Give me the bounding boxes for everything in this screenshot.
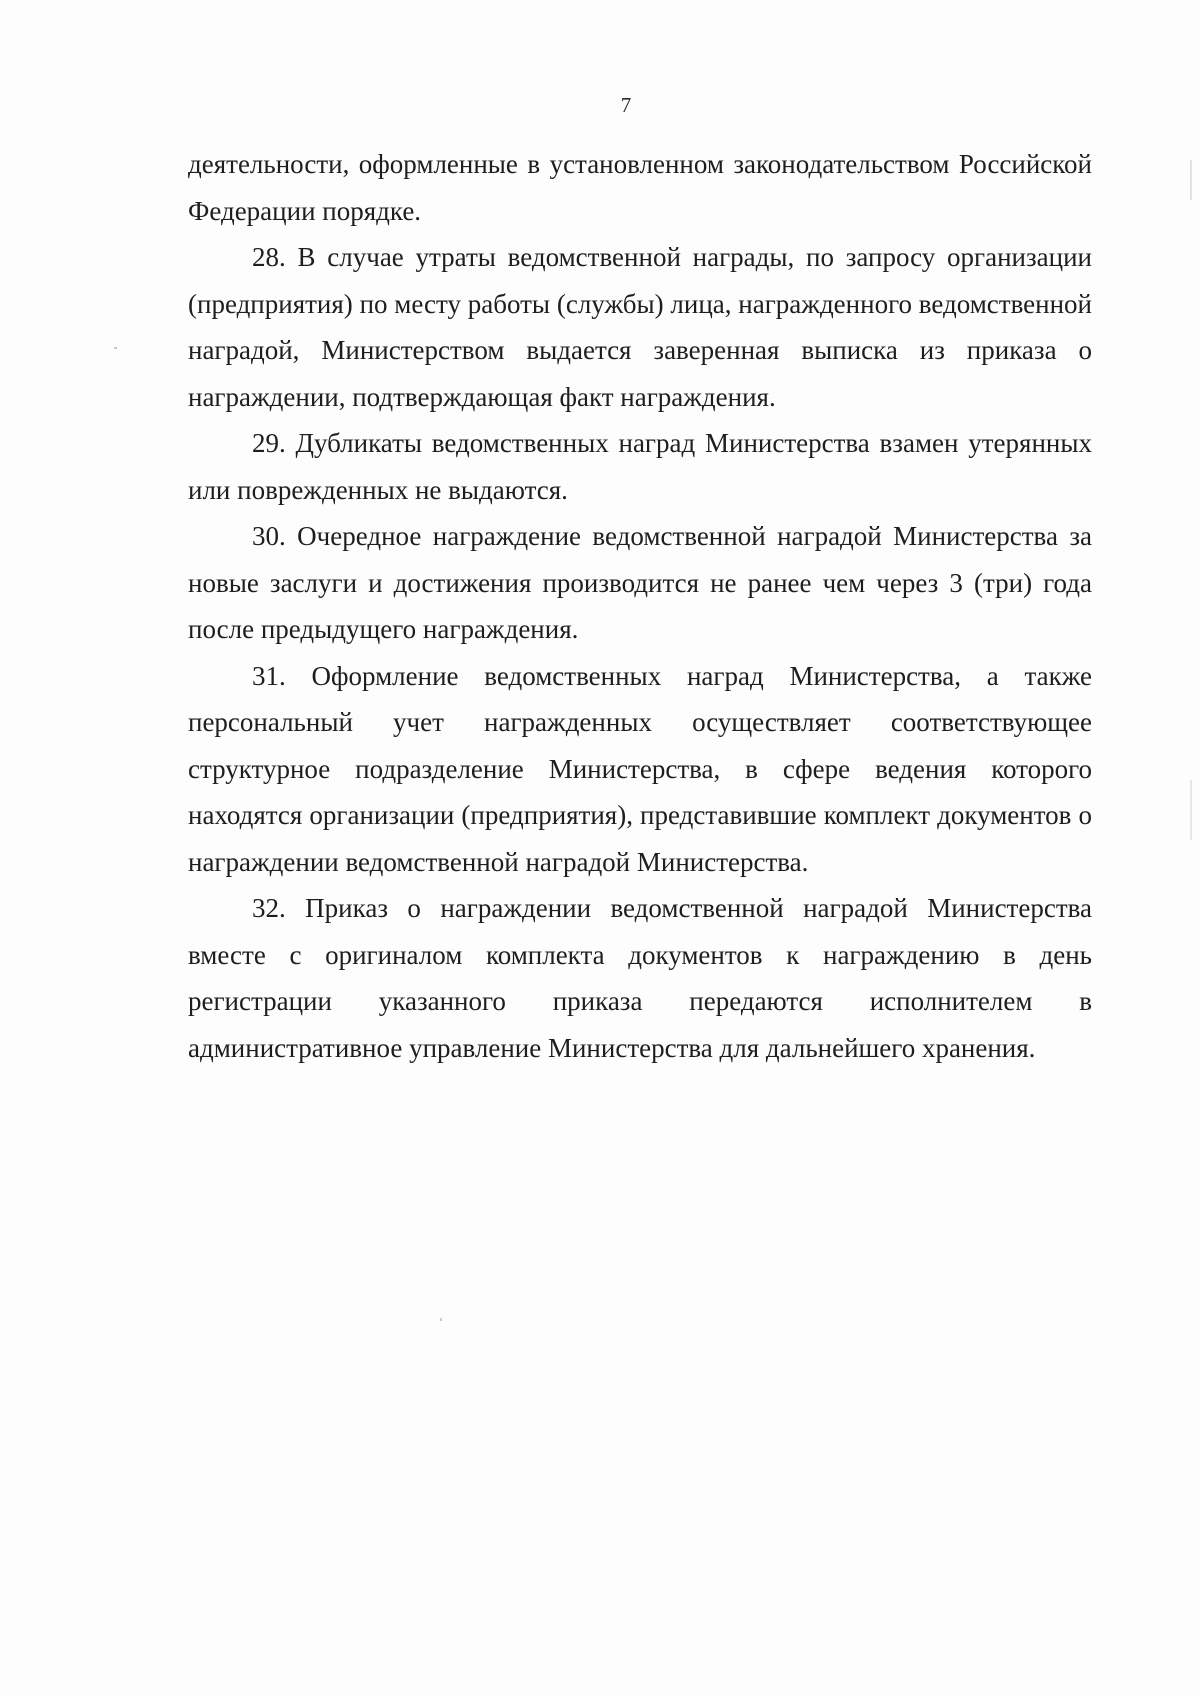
paragraph-32: 32. Приказ о награждении ведомственной наградой Министерства вместе с оригиналом комплекта документов к награждению в день регистрации указанного приказа передаются исполнителем в административное управление Министерства для дальнейшего хранения. xyxy=(188,893,1092,1063)
scan-edge-mark xyxy=(1190,160,1192,200)
paragraph-continuation: деятельности, оформленные в установленном законодательством Российской Федерации порядке. xyxy=(188,149,1092,226)
scan-dot xyxy=(440,1318,442,1321)
paragraph-28: 28. В случае утраты ведомственной награды, по запросу организации (предприятия) по месту работы (службы) лица, награжденного ведомственной наградой, Министерством выдается заверенная выписка из приказа о награждении, подтверждающая факт награждения. xyxy=(188,242,1092,412)
scan-dot xyxy=(114,347,117,349)
scan-edge-mark xyxy=(1190,780,1192,840)
paragraph-29: 29. Дубликаты ведомственных наград Министерства взамен утерянных или поврежденных не выдаются. xyxy=(188,428,1092,505)
document-body xyxy=(188,141,1092,1071)
paragraph-30: 30. Очередное награждение ведомственной наградой Министерства за новые заслуги и достижения производится не ранее чем через 3 (три) года после предыдущего награждения. xyxy=(188,521,1092,644)
paragraph-31: 31. Оформление ведомственных наград Министерства, а также персональный учет награжденных осуществляет соответствующее структурное подразделение Министерства, в сфере ведения которого находятся организации (предприятия), представившие комплект документов о награждении ведомственной наградой Министерства. xyxy=(188,660,1092,877)
page-number: 7 xyxy=(620,93,632,117)
